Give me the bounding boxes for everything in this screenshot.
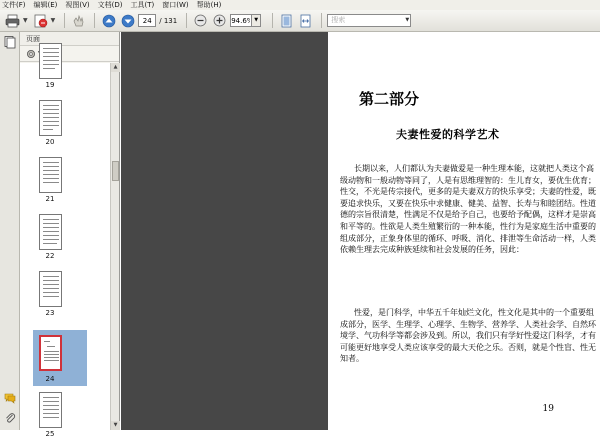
thumbnail-image bbox=[39, 157, 62, 193]
thumbnail-image bbox=[39, 100, 62, 136]
thumbnail-image bbox=[39, 214, 62, 250]
pages-panel-header bbox=[20, 32, 119, 46]
comments-icon[interactable] bbox=[4, 392, 16, 404]
menu-tools[interactable]: 工具(T) bbox=[130, 1, 155, 9]
previous-page-button[interactable] bbox=[100, 12, 117, 29]
arrow-down-icon bbox=[121, 14, 135, 28]
zoom-dropdown-button[interactable]: ▼ bbox=[252, 14, 261, 27]
menu-file[interactable]: 文件(F) bbox=[2, 1, 26, 9]
thumbnail-list bbox=[20, 63, 110, 438]
menu-bar bbox=[0, 0, 600, 10]
menu-edit[interactable]: 编辑(E) bbox=[33, 1, 58, 9]
body-paragraph: 长期以来，人们都认为夫妻做爱是一种生理本能，这就把人类这个高级动物和一般动物等同了，人是有思维理智的：生儿育女，要优生优育；性交，不光是传宗接代，更多的是夫妻双方的快乐享受；夫妻的性爱，既要追求快乐，又要在快乐中求健康、健美、益智、长寿与和睦团结。性道德的宗旨很清楚，性满足不仅是给予自己，也要给予配偶，这样才是崇高和平等的。性欲是人类生殖繁衍的一种本能，性行为是家庭生活中重要的组成部分，正象身体里的循环、呼吸、消化、排泄等生命活动一样，人类依赖生理去完成种族延续和社会发展的任务，因此： bbox=[340, 164, 596, 255]
search-dropdown-icon[interactable]: ▼ bbox=[405, 17, 410, 23]
print-button[interactable] bbox=[4, 12, 21, 29]
body-paragraph: 性爱，是门科学，中华五千年灿烂文化，性文化是其中的一个重要组成部分，医学、生理学、心理学、生物学、营养学、人类社会学、自然环境学、气功科学等都会涉及到。所以，我们只有学好性爱这门科学，才有可能更好地享受人类应该享受的最大天伦之乐。否则，就是个性盲、性无知者。 bbox=[340, 308, 596, 364]
thumbnail-image bbox=[39, 43, 62, 79]
panel-options-button[interactable] bbox=[20, 46, 119, 62]
thumbnail-label: 25 bbox=[45, 430, 55, 438]
thumbnail-image bbox=[39, 335, 62, 371]
scroll-up-icon[interactable]: ▲ bbox=[111, 63, 120, 72]
toolbar-separator bbox=[186, 13, 187, 28]
toolbar-separator bbox=[272, 13, 273, 28]
page-total: / 131 bbox=[159, 16, 178, 25]
fit-width-button[interactable] bbox=[297, 12, 314, 29]
thumbnail-label: 19 bbox=[45, 81, 55, 89]
toolbar bbox=[0, 10, 600, 32]
pages-panel bbox=[20, 32, 120, 438]
scroll-thumb[interactable] bbox=[112, 161, 119, 181]
menu-help[interactable]: 帮助(H) bbox=[196, 1, 222, 9]
fit-page-button[interactable] bbox=[278, 12, 295, 29]
menu-window[interactable]: 窗口(W) bbox=[162, 1, 189, 9]
print-dropdown-icon[interactable]: ▼ bbox=[23, 17, 28, 24]
thumbnail-label: 24 bbox=[45, 375, 55, 383]
zoom-out-icon bbox=[194, 14, 207, 27]
thumbnail-label: 22 bbox=[45, 252, 55, 260]
search-input[interactable] bbox=[327, 14, 411, 27]
pages-panel-icon[interactable] bbox=[4, 36, 16, 48]
menu-document[interactable]: 文档(D) bbox=[97, 1, 123, 9]
share-icon bbox=[33, 14, 48, 28]
navigation-strip bbox=[0, 32, 20, 430]
thumbnail-label: 23 bbox=[45, 309, 55, 317]
thumbnail-label: 20 bbox=[45, 138, 55, 146]
thumbnail-label: 21 bbox=[45, 195, 55, 203]
printer-icon bbox=[5, 14, 20, 28]
scroll-down-icon[interactable]: ▼ bbox=[111, 421, 120, 430]
next-page-button[interactable] bbox=[119, 12, 136, 29]
options-icon bbox=[26, 49, 36, 59]
pages-panel-title: 页面 bbox=[26, 34, 40, 43]
thumbnail-scrollbar[interactable] bbox=[110, 63, 119, 430]
page-heading: 第二部分 bbox=[359, 90, 420, 108]
fit-page-icon bbox=[280, 14, 293, 28]
page-number: 19 bbox=[542, 404, 554, 414]
share-button[interactable] bbox=[32, 12, 49, 29]
hand-icon bbox=[71, 14, 86, 28]
toolbar-separator bbox=[321, 13, 322, 28]
document-viewport[interactable] bbox=[121, 32, 600, 430]
zoom-input[interactable] bbox=[230, 14, 252, 27]
zoom-out-button[interactable] bbox=[192, 12, 209, 29]
page-number-input[interactable] bbox=[138, 14, 156, 27]
page-subheading: 夫妻性爱的科学艺术 bbox=[396, 128, 500, 141]
toolbar-separator bbox=[64, 13, 65, 28]
attachment-icon[interactable] bbox=[4, 412, 16, 424]
menu-view[interactable]: 视图(V) bbox=[65, 1, 90, 9]
arrow-up-icon bbox=[102, 14, 116, 28]
document-page bbox=[328, 32, 600, 430]
hand-tool-button[interactable] bbox=[70, 12, 87, 29]
zoom-in-button[interactable] bbox=[211, 12, 228, 29]
fit-width-icon bbox=[299, 14, 312, 28]
thumbnail-image bbox=[39, 271, 62, 307]
thumbnail-image bbox=[39, 392, 62, 428]
toolbar-separator bbox=[94, 13, 95, 28]
share-dropdown-icon[interactable]: ▼ bbox=[50, 17, 56, 24]
zoom-in-icon bbox=[213, 14, 226, 27]
search-placeholder: 搜索 bbox=[331, 16, 346, 24]
